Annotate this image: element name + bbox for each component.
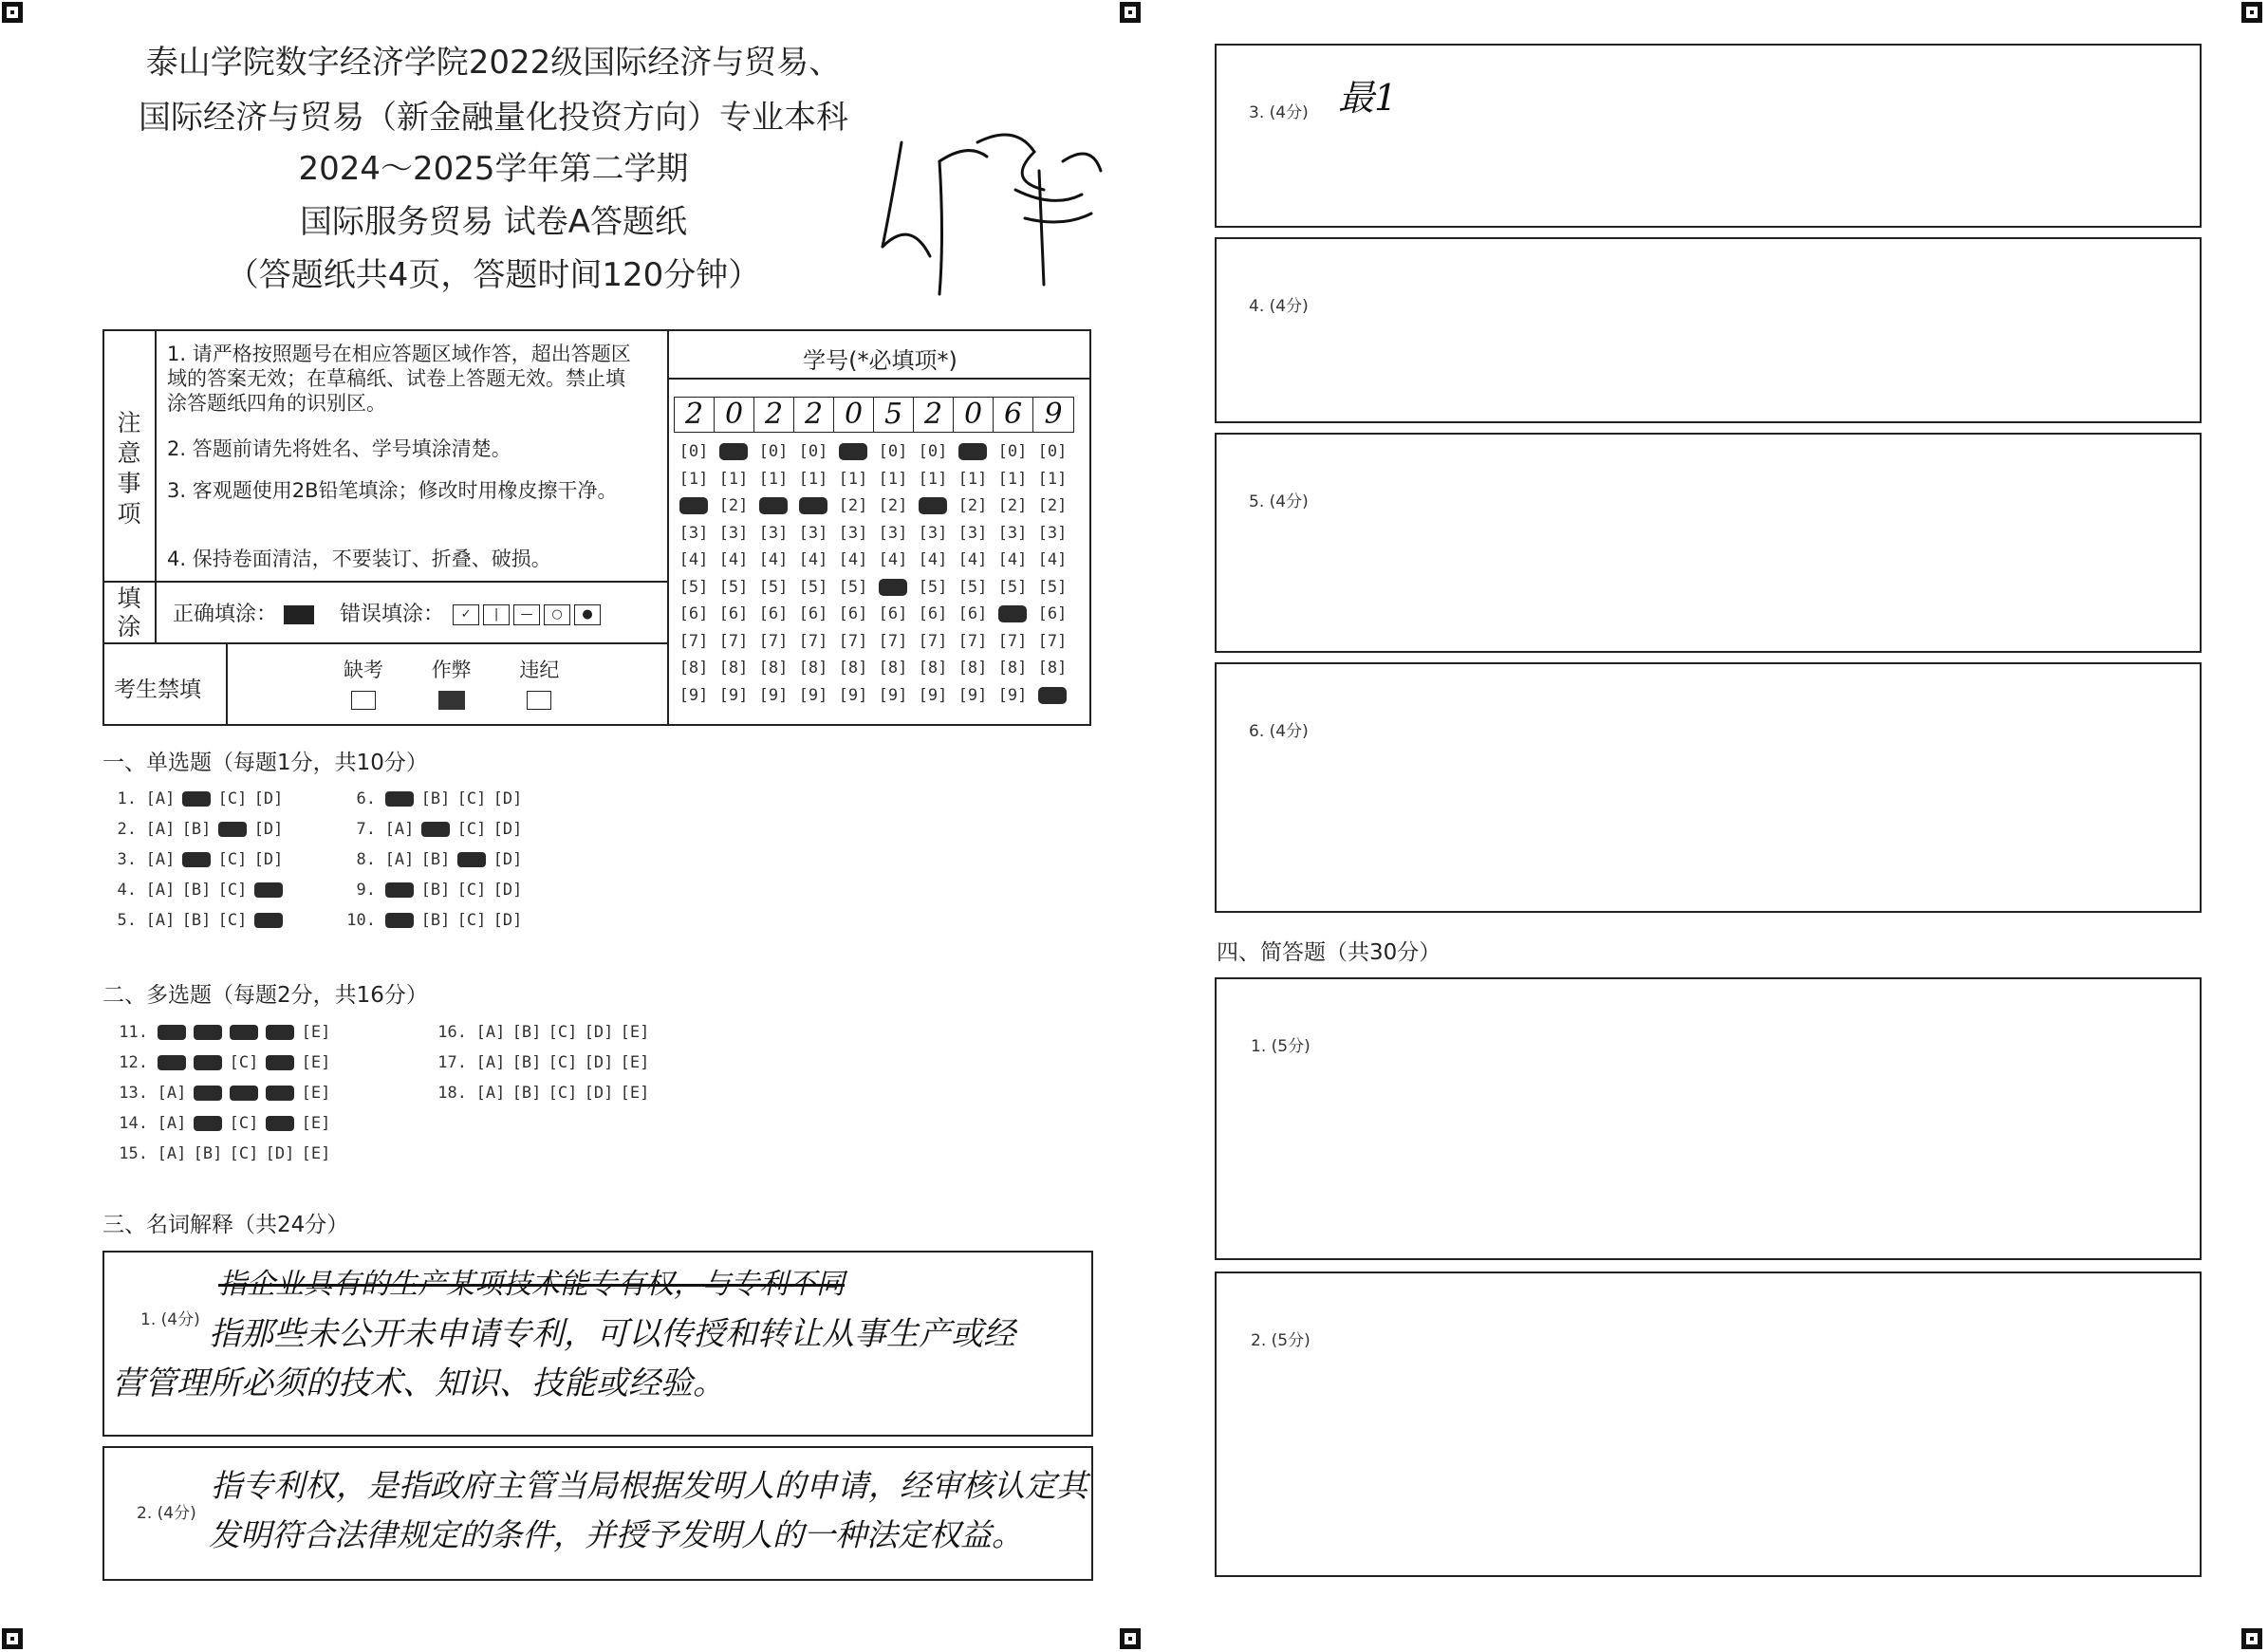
header-line-3: 2024～2025学年第二学期 bbox=[298, 150, 689, 188]
answer-bubble[interactable] bbox=[262, 1084, 298, 1103]
answer-bubble[interactable]: [B] bbox=[193, 1144, 223, 1163]
student-id-bubble[interactable] bbox=[953, 438, 993, 466]
correct-fill-sample bbox=[284, 605, 314, 624]
student-id-title: 学号(*必填项*) bbox=[803, 347, 957, 374]
answer-bubble[interactable]: [D] bbox=[253, 820, 284, 839]
student-id-bubble-row bbox=[674, 438, 1091, 466]
answer-bubble[interactable]: [D] bbox=[253, 789, 284, 808]
answer-bubble[interactable]: [B] bbox=[511, 1023, 542, 1042]
student-id-bubble-row bbox=[674, 574, 1091, 602]
student-id-bubble[interactable]: [8] bbox=[798, 659, 828, 678]
single-choice-question bbox=[342, 820, 526, 839]
student-id-bubble-row bbox=[674, 655, 1091, 682]
answer-bubble[interactable]: [C] bbox=[229, 1053, 259, 1072]
student-id-written-digit: 2 bbox=[794, 398, 834, 432]
answer-bubble[interactable]: [A] bbox=[145, 881, 176, 900]
answer-bubble[interactable] bbox=[251, 881, 287, 900]
answer-bubble[interactable] bbox=[190, 1023, 226, 1042]
student-id-bubble-row bbox=[674, 466, 1091, 493]
student-id-bubble[interactable]: [6] bbox=[718, 604, 749, 623]
student-id-bubble[interactable]: [4] bbox=[798, 550, 828, 569]
term-3-answer: 最1 bbox=[1338, 77, 1398, 119]
notice-item-4: 4. 保持卷面清洁，不要装订、折叠、破损。 bbox=[167, 548, 551, 570]
term-2-answer-line-1: 指专利权，是指政府主管当局根据发明人的申请，经审核认定其 bbox=[211, 1467, 1088, 1504]
answer-bubble[interactable] bbox=[262, 1053, 298, 1072]
student-id-bubble[interactable]: [4] bbox=[718, 550, 749, 569]
student-id-bubble[interactable]: [7] bbox=[718, 631, 749, 651]
answer-bubble[interactable]: [B] bbox=[181, 820, 212, 839]
student-id-bubble[interactable]: [1] bbox=[997, 469, 1028, 489]
student-id-bubble[interactable]: [1] bbox=[718, 469, 749, 489]
student-id-bubble[interactable]: [5] bbox=[957, 577, 988, 597]
wrong-fill-circle-icon: ○ bbox=[544, 604, 570, 625]
term-answer-box-5[interactable] bbox=[1215, 433, 2202, 653]
student-id-bubble[interactable]: [6] bbox=[679, 604, 709, 623]
answer-bubble[interactable]: [A] bbox=[145, 789, 176, 808]
question-number: 2. bbox=[117, 820, 137, 839]
question-number: 10. bbox=[346, 911, 376, 930]
answer-bubble[interactable]: [D] bbox=[493, 820, 523, 839]
student-id-bubble[interactable]: [5] bbox=[758, 577, 789, 597]
student-id-bubble[interactable]: [0] bbox=[918, 442, 948, 461]
terms-title: 三、名词解释（共24分） bbox=[102, 1213, 349, 1237]
student-id-bubble[interactable] bbox=[674, 492, 714, 520]
student-id-bubble[interactable]: [3] bbox=[758, 523, 789, 543]
answer-bubble[interactable]: [B] bbox=[420, 881, 451, 900]
answer-bubble[interactable]: [E] bbox=[301, 1053, 331, 1072]
corner-mark-bottom-left bbox=[2, 1628, 23, 1649]
single-choice-question bbox=[102, 820, 287, 839]
answer-bubble[interactable]: [A] bbox=[157, 1114, 187, 1133]
student-id-bubble[interactable]: [5] bbox=[679, 577, 709, 597]
answer-bubble[interactable]: [E] bbox=[620, 1084, 650, 1103]
student-id-bubble[interactable]: [3] bbox=[798, 523, 828, 543]
term-answer-box-4[interactable] bbox=[1215, 237, 2202, 423]
student-id-bubble[interactable]: [2] bbox=[718, 496, 749, 515]
answer-bubble[interactable]: [C] bbox=[217, 881, 248, 900]
answer-bubble[interactable]: [D] bbox=[584, 1023, 614, 1042]
student-id-written-digit: 0 bbox=[715, 398, 754, 432]
student-id-bubble[interactable]: [5] bbox=[918, 577, 948, 597]
answer-bubble[interactable]: [C] bbox=[217, 850, 248, 869]
student-id-bubble[interactable]: [9] bbox=[798, 685, 828, 705]
student-id-bubble[interactable]: [6] bbox=[878, 604, 908, 623]
signature-handwriting bbox=[873, 104, 1110, 304]
forbidden-cheat-box[interactable] bbox=[438, 691, 465, 710]
question-number: 17. bbox=[437, 1053, 467, 1072]
student-id-bubble[interactable]: [1] bbox=[878, 469, 908, 489]
short-answer-box-2[interactable] bbox=[1215, 1271, 2202, 1577]
multi-choice-question bbox=[114, 1084, 334, 1103]
answer-bubble[interactable]: [D] bbox=[265, 1144, 295, 1163]
student-id-bubble[interactable] bbox=[993, 601, 1032, 628]
student-id-bubble[interactable]: [8] bbox=[718, 659, 749, 678]
multi-choice-question bbox=[433, 1084, 653, 1103]
multi-choice-question bbox=[114, 1053, 334, 1072]
single-choice-question bbox=[102, 850, 287, 869]
question-number: 1. bbox=[117, 789, 137, 808]
student-id-bubble-row bbox=[674, 601, 1091, 628]
answer-bubble[interactable]: [D] bbox=[493, 911, 523, 930]
student-id-bubble[interactable]: [9] bbox=[997, 685, 1028, 705]
student-id-bubble[interactable]: [9] bbox=[878, 685, 908, 705]
student-id-bubble[interactable]: [6] bbox=[957, 604, 988, 623]
wrong-fill-dash-icon: — bbox=[513, 604, 540, 625]
student-id-bubble-row bbox=[674, 628, 1091, 656]
answer-bubble[interactable]: [B] bbox=[181, 881, 212, 900]
student-id-written-row bbox=[674, 397, 1074, 433]
term-1-struck-text: 指企业具有的生产某项技术能专有权，与专利不同 bbox=[218, 1268, 845, 1301]
student-id-bubble[interactable]: [5] bbox=[997, 577, 1028, 597]
forbidden-absent-box[interactable] bbox=[351, 691, 376, 710]
student-id-bubble[interactable]: [3] bbox=[679, 523, 709, 543]
multi-choice-question bbox=[433, 1023, 653, 1042]
student-id-bubble[interactable]: [7] bbox=[758, 631, 789, 651]
student-id-bubble[interactable]: [9] bbox=[838, 685, 868, 705]
question-number: 16. bbox=[437, 1023, 467, 1042]
student-id-bubble[interactable]: [9] bbox=[758, 685, 789, 705]
short-1-label: 1. (5分) bbox=[1251, 1037, 1311, 1056]
answer-bubble[interactable] bbox=[190, 1053, 226, 1072]
question-number: 4. bbox=[117, 881, 137, 900]
student-id-bubble[interactable]: [8] bbox=[1037, 659, 1068, 678]
answer-bubble[interactable]: [D] bbox=[493, 850, 523, 869]
student-id-bubble[interactable]: [8] bbox=[957, 659, 988, 678]
answer-bubble[interactable]: [C] bbox=[548, 1084, 578, 1103]
single-choice-question bbox=[102, 789, 287, 808]
student-id-bubble[interactable]: [2] bbox=[878, 496, 908, 515]
student-id-bubble[interactable]: [9] bbox=[918, 685, 948, 705]
student-id-bubble[interactable]: [0] bbox=[1037, 442, 1068, 461]
student-id-bubble[interactable]: [0] bbox=[758, 442, 789, 461]
student-id-written-digit: 2 bbox=[754, 398, 794, 432]
student-id-bubble[interactable]: [6] bbox=[918, 604, 948, 623]
student-id-bubble[interactable]: [5] bbox=[718, 577, 749, 597]
answer-bubble[interactable]: [C] bbox=[217, 789, 248, 808]
student-id-bubble[interactable] bbox=[793, 492, 833, 520]
student-id-bubble[interactable]: [9] bbox=[957, 685, 988, 705]
answer-bubble[interactable]: [E] bbox=[301, 1084, 331, 1103]
answer-bubble[interactable]: [B] bbox=[511, 1084, 542, 1103]
student-id-bubble[interactable]: [3] bbox=[997, 523, 1028, 543]
multi-choice-question bbox=[433, 1053, 653, 1072]
student-id-bubble[interactable]: [2] bbox=[997, 496, 1028, 515]
wrong-fill-label: 错误填涂： bbox=[340, 603, 445, 626]
term-1-answer-line-1: 指那些未公开未申请专利，可以传授和转让从事生产或经 bbox=[209, 1315, 1015, 1353]
answer-bubble[interactable]: [E] bbox=[620, 1023, 650, 1042]
student-id-bubble[interactable]: [4] bbox=[679, 550, 709, 569]
term-5-label: 5. (4分) bbox=[1249, 492, 1309, 511]
corner-mark-bottom-right bbox=[2241, 1628, 2262, 1649]
student-id-bubble[interactable]: [8] bbox=[918, 659, 948, 678]
answer-bubble[interactable]: [C] bbox=[229, 1144, 259, 1163]
answer-bubble[interactable]: [A] bbox=[384, 850, 415, 869]
student-id-bubble[interactable]: [8] bbox=[758, 659, 789, 678]
answer-bubble[interactable]: [C] bbox=[548, 1053, 578, 1072]
fill-example bbox=[173, 598, 603, 627]
answer-bubble[interactable]: [D] bbox=[584, 1053, 614, 1072]
student-id-bubble[interactable]: [7] bbox=[878, 631, 908, 651]
student-id-bubble[interactable]: [8] bbox=[878, 659, 908, 678]
term-3-label: 3. (4分) bbox=[1249, 103, 1309, 122]
wrong-fill-dot-icon: ● bbox=[574, 604, 601, 625]
answer-bubble[interactable]: [A] bbox=[384, 820, 415, 839]
term-2-label: 2. (4分) bbox=[137, 1504, 196, 1523]
question-number: 3. bbox=[117, 850, 137, 869]
wrong-fill-bar-icon: | bbox=[483, 604, 510, 625]
student-id-bubble[interactable]: [1] bbox=[838, 469, 868, 489]
student-id-written-digit: 9 bbox=[1044, 398, 1063, 431]
student-id-bubble[interactable] bbox=[714, 438, 753, 466]
answer-bubble[interactable] bbox=[262, 1023, 298, 1042]
notice-item-3: 3. 客观题使用2B铅笔填涂；修改时用橡皮擦干净。 bbox=[167, 479, 618, 502]
single-choice-question bbox=[342, 850, 526, 869]
student-id-bubble[interactable]: [6] bbox=[798, 604, 828, 623]
answer-bubble[interactable] bbox=[262, 1114, 298, 1133]
notice-label: 注意事项 bbox=[117, 409, 141, 528]
answer-bubble[interactable]: [D] bbox=[493, 789, 523, 808]
answer-bubble[interactable]: [C] bbox=[456, 820, 487, 839]
answer-bubble[interactable] bbox=[178, 850, 214, 869]
student-id-bubble[interactable]: [7] bbox=[838, 631, 868, 651]
term-answer-box-6[interactable] bbox=[1215, 662, 2202, 913]
answer-bubble[interactable] bbox=[454, 850, 490, 869]
question-number: 7. bbox=[356, 820, 376, 839]
question-number: 9. bbox=[356, 881, 376, 900]
term-4-label: 4. (4分) bbox=[1249, 297, 1309, 316]
student-id-bubble[interactable] bbox=[873, 574, 913, 602]
corner-mark-top-middle bbox=[1120, 2, 1141, 23]
student-id-bubble[interactable]: [5] bbox=[838, 577, 868, 597]
answer-bubble[interactable]: [D] bbox=[253, 850, 284, 869]
corner-mark-top-right bbox=[2241, 2, 2262, 23]
student-id-bubble[interactable]: [9] bbox=[679, 685, 709, 705]
student-id-bubble[interactable]: [7] bbox=[1037, 631, 1068, 651]
student-id-bubble[interactable]: [2] bbox=[1037, 496, 1068, 515]
student-id-bubble[interactable]: [0] bbox=[997, 442, 1028, 461]
answer-bubble[interactable]: [E] bbox=[301, 1144, 331, 1163]
question-number: 13. bbox=[119, 1084, 148, 1103]
student-id-bubble[interactable]: [4] bbox=[918, 550, 948, 569]
question-number: 15. bbox=[119, 1144, 148, 1163]
answer-bubble[interactable]: [B] bbox=[420, 911, 451, 930]
answer-bubble[interactable]: [A] bbox=[145, 911, 176, 930]
question-number: 12. bbox=[119, 1053, 148, 1072]
question-number: 18. bbox=[437, 1084, 467, 1103]
term-1-answer-line-2: 营管理所必须的技术、知识、技能或经验。 bbox=[112, 1364, 725, 1402]
student-id-bubble[interactable] bbox=[753, 492, 793, 520]
student-id-bubble[interactable]: [8] bbox=[997, 659, 1028, 678]
student-id-bubble[interactable]: [1] bbox=[918, 469, 948, 489]
student-id-bubble[interactable]: [1] bbox=[758, 469, 789, 489]
answer-bubble[interactable]: [C] bbox=[548, 1023, 578, 1042]
student-id-bubble-row bbox=[674, 682, 1091, 710]
student-id-bubble[interactable]: [6] bbox=[1037, 604, 1068, 623]
answer-bubble[interactable]: [A] bbox=[157, 1084, 187, 1103]
student-id-bubble[interactable]: [7] bbox=[918, 631, 948, 651]
answer-bubble[interactable] bbox=[154, 1053, 190, 1072]
forbidden-label: 考生禁填 bbox=[114, 678, 201, 702]
answer-bubble[interactable] bbox=[381, 911, 418, 930]
multi-choice-question bbox=[114, 1144, 334, 1163]
student-id-bubble[interactable] bbox=[833, 438, 873, 466]
answer-bubble[interactable] bbox=[190, 1084, 226, 1103]
student-id-bubble[interactable]: [4] bbox=[838, 550, 868, 569]
student-id-bubble[interactable]: [3] bbox=[878, 523, 908, 543]
forbidden-violation-box[interactable] bbox=[527, 691, 551, 710]
header-line-5: （答题纸共4页，答题时间120分钟） bbox=[226, 256, 761, 294]
student-id-bubble[interactable]: [3] bbox=[838, 523, 868, 543]
header-line-1: 泰山学院数字经济学院2022级国际经济与贸易、 bbox=[145, 44, 842, 82]
answer-bubble[interactable]: [C] bbox=[229, 1114, 259, 1133]
student-id-bubble[interactable]: [7] bbox=[957, 631, 988, 651]
single-choice-question bbox=[102, 881, 287, 900]
student-id-bubble[interactable]: [6] bbox=[838, 604, 868, 623]
student-id-bubble[interactable]: [5] bbox=[798, 577, 828, 597]
answer-bubble[interactable]: [A] bbox=[475, 1053, 506, 1072]
answer-bubble[interactable] bbox=[226, 1084, 262, 1103]
answer-bubble[interactable]: [A] bbox=[145, 850, 176, 869]
student-id-bubble-row bbox=[674, 520, 1091, 548]
student-id-bubble[interactable]: [4] bbox=[758, 550, 789, 569]
student-id-bubble[interactable]: [0] bbox=[798, 442, 828, 461]
answer-bubble[interactable] bbox=[381, 881, 418, 900]
student-id-bubble[interactable]: [5] bbox=[1037, 577, 1068, 597]
answer-bubble[interactable]: [B] bbox=[511, 1053, 542, 1072]
answer-bubble[interactable]: [D] bbox=[584, 1084, 614, 1103]
student-id-written-digit: 2 bbox=[914, 398, 954, 432]
multi-choice-title: 二、多选题（每题2分，共16分） bbox=[102, 983, 428, 1008]
short-answer-title: 四、简答题（共30分） bbox=[1217, 940, 1441, 965]
student-id-bubble[interactable]: [0] bbox=[679, 442, 709, 461]
answer-bubble[interactable] bbox=[251, 911, 287, 930]
forbidden-absent-label: 缺考 bbox=[344, 659, 383, 681]
student-id-written-digit: 0 bbox=[834, 398, 874, 432]
fill-label: 填涂 bbox=[117, 585, 141, 640]
term-2-answer-line-2: 发明符合法律规定的条件，并授予发明人的一种法定权益。 bbox=[209, 1516, 1023, 1553]
student-id-bubble[interactable]: [9] bbox=[718, 685, 749, 705]
header-line-2: 国际经济与贸易（新金融量化投资方向）专业本科 bbox=[139, 99, 848, 137]
corner-mark-top-left bbox=[2, 2, 23, 23]
single-choice-question bbox=[342, 911, 526, 930]
student-id-bubble[interactable]: [8] bbox=[679, 659, 709, 678]
answer-bubble[interactable] bbox=[381, 789, 418, 808]
student-id-bubble[interactable] bbox=[1032, 682, 1072, 710]
student-id-bubble[interactable]: [3] bbox=[918, 523, 948, 543]
student-id-bubble[interactable]: [7] bbox=[679, 631, 709, 651]
student-id-bubble[interactable]: [7] bbox=[798, 631, 828, 651]
term-6-label: 6. (4分) bbox=[1249, 722, 1309, 741]
question-number: 5. bbox=[117, 911, 137, 930]
student-id-bubble[interactable]: [4] bbox=[1037, 550, 1068, 569]
student-id-bubble-grid[interactable] bbox=[674, 438, 1091, 709]
student-id-bubble[interactable]: [2] bbox=[957, 496, 988, 515]
multi-choice-question bbox=[114, 1114, 334, 1133]
single-choice-title: 一、单选题（每题1分，共10分） bbox=[102, 751, 428, 775]
multi-choice-question bbox=[114, 1023, 334, 1042]
wrong-fill-check-icon: ✓ bbox=[453, 604, 479, 625]
student-id-bubble[interactable] bbox=[913, 492, 953, 520]
answer-bubble[interactable]: [E] bbox=[301, 1114, 331, 1133]
answer-bubble[interactable] bbox=[226, 1023, 262, 1042]
single-choice-question bbox=[342, 789, 526, 808]
answer-bubble[interactable]: [A] bbox=[475, 1023, 506, 1042]
student-id-bubble[interactable]: [3] bbox=[718, 523, 749, 543]
single-choice-question bbox=[342, 881, 526, 900]
answer-bubble[interactable]: [C] bbox=[456, 881, 487, 900]
student-id-written-digit: 6 bbox=[994, 398, 1033, 432]
answer-bubble[interactable] bbox=[190, 1114, 226, 1133]
answer-bubble[interactable] bbox=[214, 820, 251, 839]
answer-bubble[interactable]: [D] bbox=[493, 881, 523, 900]
student-id-bubble[interactable]: [1] bbox=[1037, 469, 1068, 489]
answer-bubble[interactable]: [B] bbox=[420, 850, 451, 869]
forbidden-violation-label: 违纪 bbox=[519, 659, 560, 681]
answer-bubble[interactable] bbox=[178, 789, 214, 808]
question-number: 14. bbox=[119, 1114, 148, 1133]
single-choice-question bbox=[102, 911, 287, 930]
student-id-written-digit: 5 bbox=[874, 398, 914, 432]
answer-bubble[interactable]: [B] bbox=[181, 911, 212, 930]
forbidden-cheat-label: 作弊 bbox=[431, 659, 472, 681]
student-id-written-digit: 2 bbox=[675, 398, 715, 432]
question-number: 6. bbox=[356, 789, 376, 808]
student-id-bubble[interactable]: [7] bbox=[997, 631, 1028, 651]
question-number: 8. bbox=[356, 850, 376, 869]
student-id-bubble[interactable]: [0] bbox=[878, 442, 908, 461]
student-id-bubble[interactable]: [3] bbox=[1037, 523, 1068, 543]
student-id-written-digit: 0 bbox=[954, 398, 994, 432]
answer-bubble[interactable] bbox=[154, 1023, 190, 1042]
corner-mark-bottom-middle bbox=[1120, 1628, 1141, 1649]
student-id-bubble[interactable]: [1] bbox=[957, 469, 988, 489]
term-1-label: 1. (4分) bbox=[140, 1310, 200, 1329]
answer-bubble[interactable]: [C] bbox=[217, 911, 248, 930]
student-id-bubble[interactable]: [4] bbox=[997, 550, 1028, 569]
student-id-bubble[interactable]: [3] bbox=[957, 523, 988, 543]
answer-bubble[interactable]: [A] bbox=[145, 820, 176, 839]
student-id-bubble-row bbox=[674, 547, 1091, 574]
correct-fill-label: 正确填涂： bbox=[173, 603, 278, 626]
short-answer-box-1[interactable] bbox=[1215, 977, 2202, 1260]
answer-bubble[interactable]: [A] bbox=[475, 1084, 506, 1103]
question-number: 11. bbox=[119, 1023, 148, 1042]
notice-item-1: 1. 请严格按照题号在相应答题区域作答，超出答题区域的答案无效；在草稿纸、试卷上答题无效。禁止填涂答题纸四角的识别区。 bbox=[167, 343, 631, 415]
forbidden-options bbox=[323, 655, 580, 715]
answer-bubble[interactable]: [E] bbox=[620, 1053, 650, 1072]
student-id-bubble-row bbox=[674, 492, 1091, 520]
header-line-4: 国际服务贸易 试卷A答题纸 bbox=[299, 203, 688, 241]
answer-bubble[interactable]: [B] bbox=[420, 789, 451, 808]
answer-bubble[interactable]: [C] bbox=[456, 789, 487, 808]
student-id-bubble[interactable]: [4] bbox=[957, 550, 988, 569]
answer-bubble[interactable] bbox=[418, 820, 454, 839]
short-2-label: 2. (5分) bbox=[1251, 1331, 1311, 1350]
student-id-bubble[interactable]: [2] bbox=[838, 496, 868, 515]
student-id-bubble[interactable]: [4] bbox=[878, 550, 908, 569]
student-id-bubble[interactable]: [6] bbox=[758, 604, 789, 623]
notice-item-2: 2. 答题前请先将姓名、学号填涂清楚。 bbox=[167, 437, 511, 460]
answer-bubble[interactable]: [E] bbox=[301, 1023, 331, 1042]
answer-bubble[interactable]: [A] bbox=[157, 1144, 187, 1163]
student-id-bubble[interactable]: [8] bbox=[838, 659, 868, 678]
student-id-bubble[interactable]: [1] bbox=[679, 469, 709, 489]
student-id-bubble[interactable]: [1] bbox=[798, 469, 828, 489]
answer-bubble[interactable]: [C] bbox=[456, 911, 487, 930]
